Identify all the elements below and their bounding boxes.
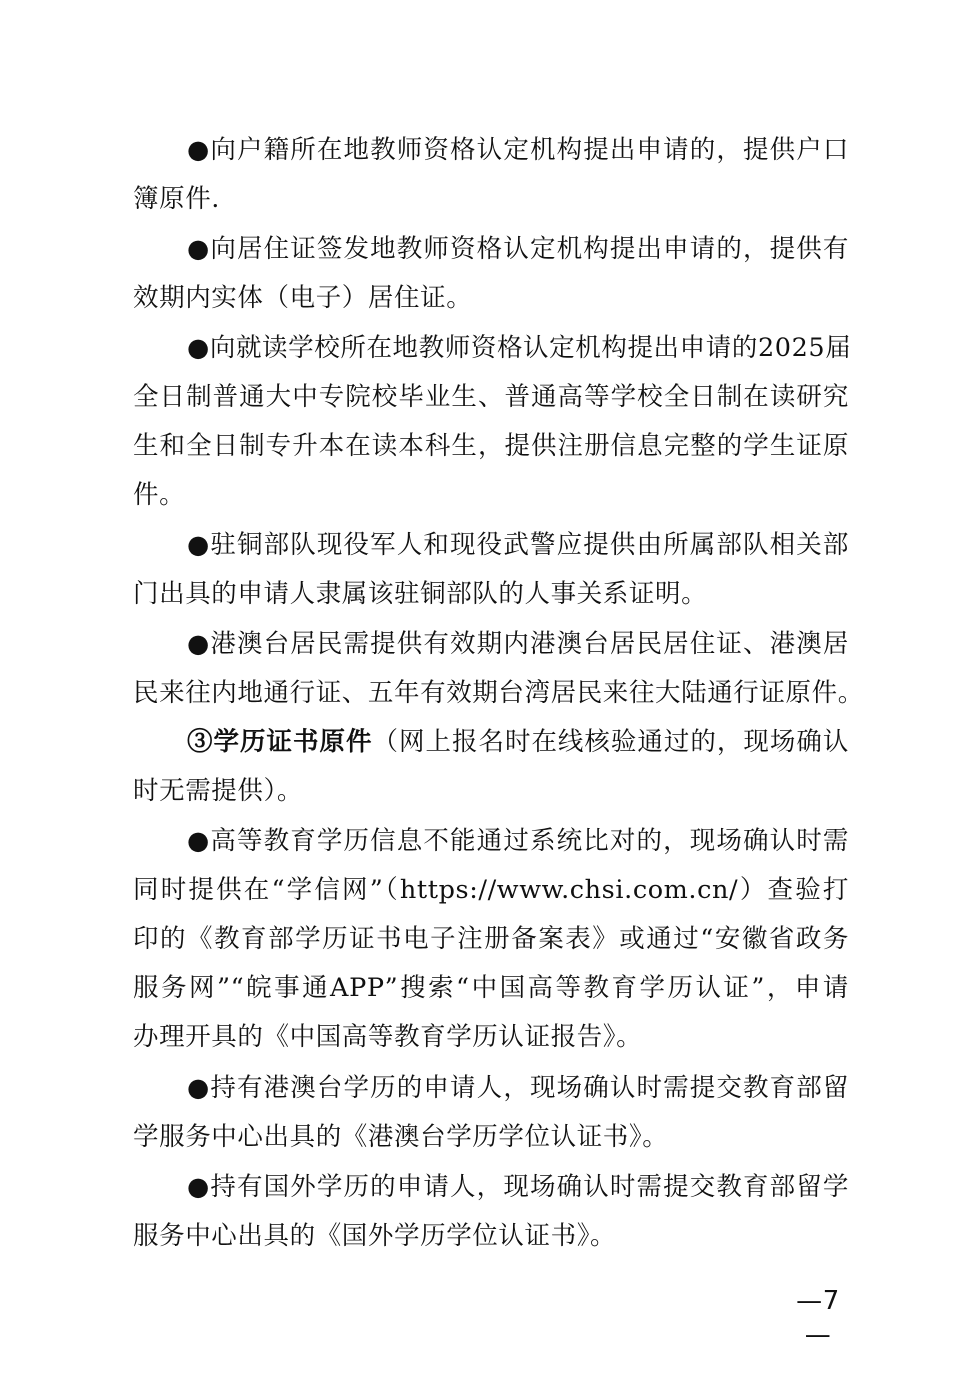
text-line: ●向居住证签发地教师资格认定机构提出申请的，提供有: [187, 234, 849, 264]
paragraph-students: [133, 324, 852, 520]
text-line: 全日制普通大中专院校毕业生、普通高等学校全日制在读研究: [133, 382, 849, 412]
text-line: 效期内实体（电子）居住证。: [133, 283, 473, 313]
page-number: —7—: [796, 1286, 840, 1350]
text-line: 生和全日制专升本在读本科生，提供注册信息完整的学生证原: [133, 431, 849, 461]
text-line: ●驻铜部队现役军人和现役武警应提供由所属部队相关部: [187, 530, 849, 560]
paragraph-hk-macao-taiwan: [133, 620, 864, 718]
paragraph-residence: [133, 225, 849, 323]
text-line: 民来往内地通行证、五年有效期台湾居民来往大陆通行证原件。: [133, 678, 864, 708]
text-line: ●持有国外学历的申请人，现场确认时需提交教育部留学: [187, 1172, 849, 1202]
paragraph-diploma-heading: [133, 718, 849, 816]
text-line: 时无需提供）。: [133, 776, 303, 806]
section-heading: ③学历证书原件: [187, 727, 373, 757]
heading-note: （网上报名时在线核验通过的，现场确认: [372, 727, 849, 757]
text-line: 印的《教育部学历证书电子注册备案表》或通过“安徽省政务: [133, 924, 849, 954]
paragraph-military: [133, 521, 849, 619]
text-line: ●港澳台居民需提供有效期内港澳台居民居住证、港澳居: [187, 629, 849, 659]
text-line: ●向户籍所在地教师资格认定机构提出申请的，提供户口: [187, 135, 849, 165]
text-line: 同时提供在“学信网”（https://www.chsi.com.cn/）查验打: [133, 875, 849, 905]
text-line: 簿原件.: [133, 184, 221, 214]
paragraph-hukou: [133, 126, 849, 224]
text-line: 服务中心出具的《国外学历学位认证书》。: [133, 1221, 617, 1251]
text-line: 件。: [133, 480, 186, 510]
text-line: ●持有港澳台学历的申请人，现场确认时需提交教育部留: [187, 1073, 849, 1103]
text-line: [133, 718, 849, 767]
paragraph-higher-education: [133, 817, 849, 1062]
paragraph-hk-macao-taiwan-degree: [133, 1064, 849, 1162]
text-line: ●高等教育学历信息不能通过系统比对的，现场确认时需: [187, 826, 849, 856]
text-line: ●向就读学校所在地教师资格认定机构提出申请的2025届: [187, 333, 852, 363]
text-line: 门出具的申请人隶属该驻铜部队的人事关系证明。: [133, 579, 708, 609]
text-line: 服务网”“皖事通APP”搜索“中国高等教育学历认证”，申请: [133, 973, 849, 1003]
text-line: 学服务中心出具的《港澳台学历学位认证书》。: [133, 1122, 669, 1152]
paragraph-foreign-degree: [133, 1163, 849, 1261]
text-line: 办理开具的《中国高等教育学历认证报告》。: [133, 1022, 643, 1052]
